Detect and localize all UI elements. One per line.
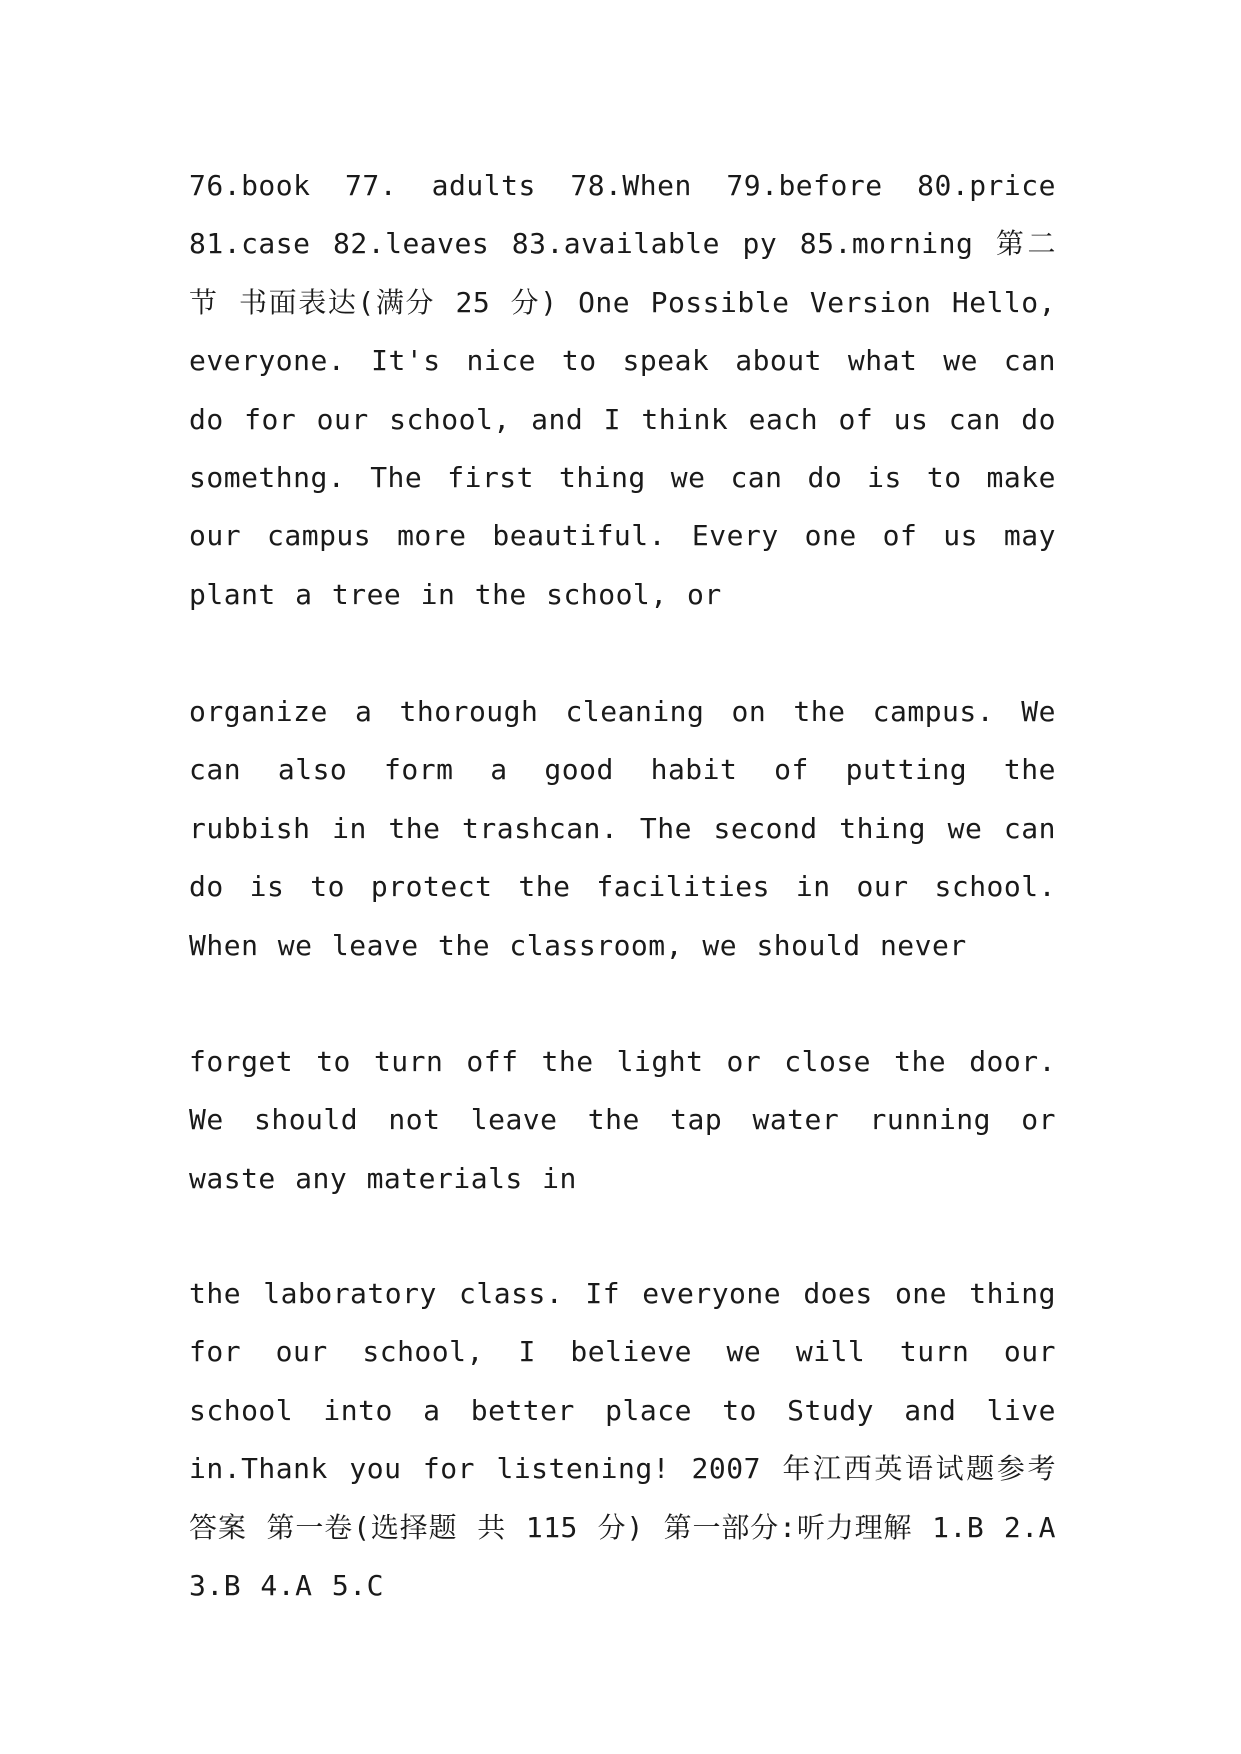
paragraph-3: forget to turn off the light or close the door. We should not leave the tap water running or waste any materials in xyxy=(189,1045,1056,1195)
paragraph-1: 76.book 77. adults 78.When 79.before 80.price 81.case 82.leaves 83.available py 85.morning 第二节 书面表达(满分 25 分) One Possible Version Hello, everyone. It's nice to speak about what we can do for our school, and I think each of us can do somethng. The first thing we can do is to make our campus more beautiful. Every one of us may plant a tree in the school, or xyxy=(189,169,1056,611)
paragraph-2: organize a thorough cleaning on the campus. We can also form a good habit of putting the rubbish in the trashcan. The second thing we can do is to protect the facilities in our school. When we leave the classroom, we should never xyxy=(189,695,1056,962)
paragraph-4: the laboratory class. If everyone does one thing for our school, I believe we will turn our school into a better place to Study and live in.Thank you for listening! 2007 年江西英语试题参考答案 第一卷(选择题 共 115 分) 第一部分:听力理解 1.B 2.A 3.B 4.A 5.C xyxy=(189,1277,1056,1603)
